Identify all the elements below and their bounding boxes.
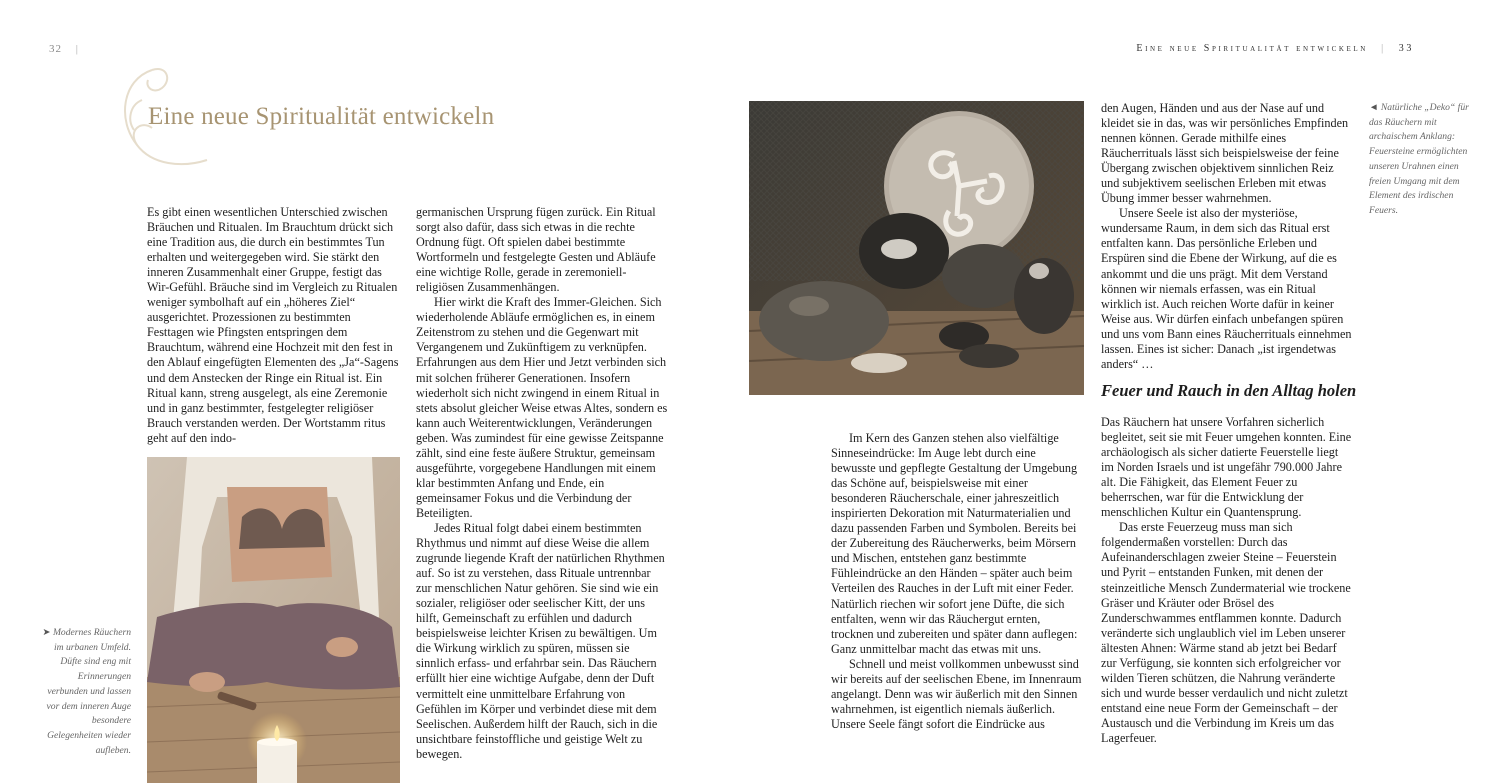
running-head: Eine neue Spiritualität entwickeln | 33 — [1136, 43, 1414, 54]
right-column-2-bottom — [1101, 415, 1353, 746]
chapter-title: Eine neue Spiritualität entwickeln — [148, 103, 495, 130]
arrow-left-icon: ◄ — [1369, 102, 1379, 113]
arrow-right-icon: ➤ — [42, 627, 51, 638]
stones-photo — [749, 101, 1084, 395]
right-page-number: 33 — [1398, 43, 1414, 54]
paragraph: germanischen Ursprung fügen zurück. Ein Ritual sorgt also dafür, dass sich etwas in die rechte Ordnung fügt. Oft spielen dabei bestimmte Wortformeln und festgelegte Gesten und Abläufe eine wichtige Rolle, gerade in zeremoniell-religiösen Zusammenhängen. — [416, 205, 656, 295]
right-column-1 — [831, 431, 1083, 732]
paragraph: Hier wirkt die Kraft des Immer-Gleichen. Sich wiederholende Abläufe ermöglichen es, in einem Zeitenstrom zu stehen und die Gegenwart mit Vergangenem und Zukünftigem zu verknüpfen. Erfahrungen aus dem Hier und Jetzt verbinden sich mit solchen früherer Generationen. Insofern wiederholt sich nicht zwingend in einem Ritual in stets absolut gleicher Weise etwas Altes, sondern es kann auch Weiterentwicklungen, Veränderungen geben. Was zumindest für eine gewisse Zeitspanne zählt, sind eine feste äußere Struktur, gemeinsam ausgeführte, vorgegebene Handlungen mit einem klar bestimmten Anfang und Ende, ein gemeinsamer Fokus und die Verbindung der Beteiligten. — [416, 295, 668, 520]
left-caption: ➤ Modernes Räuchern im urbanen Umfeld. Düfte sind eng mit Erinnerungen verbunden und lassen vor dem inneren Auge besondere Gelegenheiten wieder aufleben. — [42, 627, 131, 756]
left-column-2 — [416, 205, 668, 762]
right-column-2-top — [1101, 101, 1353, 372]
paragraph: Das erste Feuerzeug muss man sich folgendermaßen vorstellen: Durch das Aufeinanderschlagen zweier Steine – Feuerstein und Pyrit – entstanden Funken, mit denen der steinzeitliche Mensch Zundermaterial wie trockene Gräser und Kräuter oder Brösel des Zunderschwammes entflammen konnte. Dadurch veränderte sich unglaublich viel im Leben unserer ältesten Ahnen: Wärme stand ab jetzt bei Bedarf zur Verfügung, sie konnten sich erfolgreicher vor wilden Tieren schützen, die Nahrung veränderte sich und wurde besser verdaulich und nicht zuletzt entstand eine neue Form der Gemeinschaft – der Austausch und die Verbindung im Kreis um das Lagerfeuer. — [1101, 520, 1351, 745]
paragraph: Unsere Seele ist also der mysteriöse, wundersame Raum, in dem sich das Ritual erst entfalten kann. Das persönliche Erleben und Erspüren sind die Ebene der Wirkung, auf die es ankommt und die uns prägt. Mit dem Verstand können wir niemals erfassen, was ein Ritual wirklich ist. Auch reichen Worte dafür in keiner Weise aus. Wir dürfen einfach unbefangen spüren und uns vom Bann eines Räucherrituals einnehmen lassen. Eines ist sicher: Danach „ist irgendetwas anders“ … — [1101, 206, 1352, 371]
paragraph: Jedes Ritual folgt dabei einem bestimmten Rhythmus und nimmt auf diese Weise die allem zugrunde liegende Kraft der natürlichen Rhythmen auf. So ist zu verstehen, dass Rituale untrennbar zur menschlichen Natur gehören. Sie sind wie ein sozialer, religiöser oder seelischer Kitt, der uns hilft, Gemeinschaft zu erfühlen und dadurch beispielsweise leichter Krisen zu bewältigen. Um die Wirkung wirklich zu spüren, müssen sie sinnlich erfass- und erfahrbar sein. Das Räuchern erfüllt hier eine wichtige Aufgabe, denn der Duft vermittelt eine unmittelbare Erfahrung von Gefühlen im Körper und verbindet diese mit dem Seelischen. Außerdem hilft der Rauch, sich in die unsichtbare feinstoffliche und geistige Welt zu bewegen. — [416, 520, 665, 761]
paragraph: Im Kern des Ganzen stehen also vielfältige Sinneseindrücke: Im Auge lebt durch eine bewusste und gepflegte Gestaltung der Umgebung das Schöne auf, beispielsweise mit einer besonderen Räucherschale, einer jahreszeitlich inspirierten Dekoration mit Naturmaterialien und dazu passenden Farben und Symbolen. Bereits bei der Zubereitung des Räucherwerks, beim Mörsern und Mischen, entstehen ganz bestimmte Fühleindrücke an den Händen – später auch beim Verteilen des Rauches in der Luft mit einer Feder. Natürlich riechen wir sofort jene Düfte, die sich entfalten, wenn wir das Räuchergut ernten, trocknen und zubereiten und später dann auflegen: Ganz unmittelbar macht das etwas mit uns. — [831, 431, 1078, 656]
paragraph: Es gibt einen wesentlichen Unterschied zwischen Bräuchen und Ritualen. Im Brauchtum drückt sich eine Tradition aus, die durch ein bestimmtes Tun erhalten und weitergegeben wird. Sie stärkt den inneren Zusammenhalt einer Gruppe, festigt das Wir-Gefühl. Bräuche sind im Vergleich zu Ritualen weniger symbolhaft auf ein „höheres Ziel“ ausgerichtet. Prozessionen zu bestimmten Festtagen wie Pfingsten entspringen dem Brauchtum, während eine Hochzeit mit den fest in den Ablauf eingefügten Elementen des „Ja“-Sagens und dem Anstecken der Ringe ein Ritual ist. Ein Ritual kann, streng ausgelegt, als eine Zeremonie und in ganz bestimmter, festgelegter religiöser Brauch verstanden werden. Der Wortstamm ritus geht auf den indo- — [147, 205, 399, 445]
paragraph: Das Räuchern hat unsere Vorfahren sicherlich begleitet, seit sie mit Feuer umgehen konnten. Eine archäologisch als sicher datierte Feuerstelle liegt im Norden Israels und ist ungefähr 790.000 Jahre alt. Die Fähigkeit, das Element Feuer zu beherrschen, war für die Entwicklung der menschlichen Kultur ein Quantensprung. — [1101, 415, 1352, 520]
section-subheading: Feuer und Rauch in den Alltag holen — [1101, 381, 1357, 400]
right-caption: ◄ Natürliche „Deko“ für das Räuchern mit archaischem Anklang: Feuersteine ermöglichten unseren Urahnen einen freien Umgang mit dem Element des irdischen Feuers. — [1369, 102, 1469, 216]
left-column-1 — [147, 205, 399, 446]
paragraph: den Augen, Händen und aus der Nase auf und kleidet sie in das, was wir persönliches Empfinden nennen können. Gerade mithilfe eines Räucherrituals lässt sich beispielsweise der feine Übergang zwischen objektivem sinnlichen Reiz und subjektivem seelischen Erleben mit etwas Übung immer besser wahrnehmen. — [1101, 101, 1349, 206]
meditation-photo — [147, 457, 400, 783]
running-head-title: Eine neue Spiritualität entwickeln — [1136, 43, 1368, 54]
paragraph: Schnell und meist vollkommen unbewusst sind wir bereits auf der seelischen Ebene, im Innenraum angelangt. Denn was wir äußerlich mit den Sinnen wahrnehmen, ist eigentlich niemals äußerlich. Unsere Seele fängt sofort die Eindrücke aus — [831, 656, 1082, 731]
left-page-number: 32 | — [49, 43, 79, 55]
